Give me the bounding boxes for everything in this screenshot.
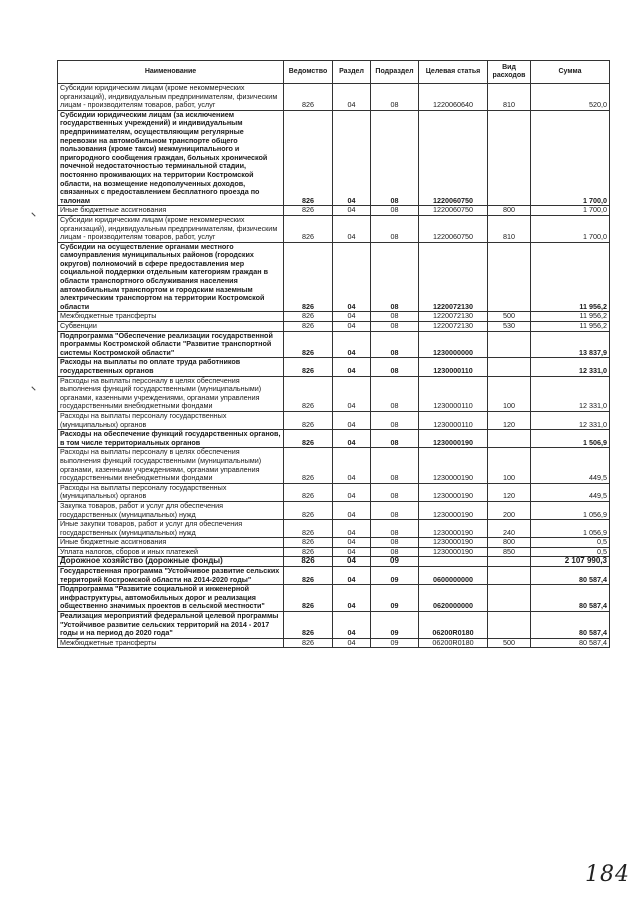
cell-expense-type: 800 [488,206,531,216]
cell-amount: 12 331,0 [531,376,610,411]
cell-name: Субсидии на осуществление органами местного самоуправления муниципальных районов (городских округов) полномочий в сфере предоставления мер социальной поддержки отдельным категориям граждан в области транспортного обслуживания населения автомобильным транспортом и городским наземным электрическим транспортом на территории Костромской области [58,242,284,312]
cell-department: 826 [284,84,333,111]
cell-department: 826 [284,312,333,322]
cell-amount: 0,5 [531,547,610,557]
table-row [58,430,610,448]
cell-name: Межбюджетные трансферты [58,638,284,648]
cell-section: 04 [333,557,371,567]
cell-amount: 12 331,0 [531,411,610,429]
cell-target: 1230000190 [419,501,488,519]
cell-section: 04 [333,312,371,322]
cell-amount: 80 587,4 [531,638,610,648]
table-row [58,206,610,216]
cell-expense-type [488,110,531,206]
cell-subsection: 08 [371,430,419,448]
cell-section: 04 [333,538,371,548]
cell-section: 04 [333,411,371,429]
cell-department: 826 [284,411,333,429]
cell-section: 04 [333,638,371,648]
header-name: Наименование [58,61,284,84]
cell-department: 826 [284,538,333,548]
cell-name: Расходы на выплаты персоналу в целях обеспечения выполнения функций государственными (муниципальными) органами, казенными учреждениями, органами управления государственными внебюджетными фондами [58,448,284,483]
cell-name: Расходы на выплаты персоналу государственных (муниципальных) органов [58,411,284,429]
cell-name: Иные бюджетные ассигнования [58,206,284,216]
cell-name: Иные бюджетные ассигнования [58,538,284,548]
cell-amount: 449,5 [531,448,610,483]
cell-name: Субвенции [58,322,284,332]
cell-section: 04 [333,483,371,501]
cell-subsection: 08 [371,358,419,376]
cell-department: 826 [284,520,333,538]
cell-target: 1230000000 [419,331,488,358]
cell-expense-type [488,612,531,639]
table-body [58,84,610,648]
table-row [58,448,610,483]
table-row [58,331,610,358]
table-row [58,322,610,332]
cell-expense-type: 120 [488,411,531,429]
cell-expense-type: 800 [488,538,531,548]
cell-amount: 0,5 [531,538,610,548]
cell-department: 826 [284,430,333,448]
cell-section: 04 [333,331,371,358]
table-row [58,547,610,557]
cell-section: 04 [333,376,371,411]
cell-expense-type: 100 [488,448,531,483]
cell-section: 04 [333,520,371,538]
cell-expense-type: 810 [488,84,531,111]
cell-department: 826 [284,567,333,585]
table-row [58,110,610,206]
table-row [58,638,610,648]
cell-department: 826 [284,206,333,216]
cell-expense-type: 500 [488,312,531,322]
table-row [58,215,610,242]
cell-expense-type: 240 [488,520,531,538]
cell-expense-type: 120 [488,483,531,501]
table-row [58,242,610,312]
cell-amount: 520,0 [531,84,610,111]
cell-department: 826 [284,448,333,483]
table-row [58,501,610,519]
cell-subsection: 08 [371,84,419,111]
cell-target: 1230000190 [419,520,488,538]
table-row [58,411,610,429]
cell-expense-type [488,557,531,567]
cell-subsection: 08 [371,448,419,483]
cell-name: Иные закупки товаров, работ и услуг для обеспечения государственных (муниципальных) нужд [58,520,284,538]
table-row [58,312,610,322]
cell-amount: 1 700,0 [531,215,610,242]
table-row [58,567,610,585]
cell-expense-type [488,242,531,312]
cell-department: 826 [284,242,333,312]
header-subsection: Подраздел [371,61,419,84]
cell-subsection: 09 [371,638,419,648]
cell-target: 1220060750 [419,110,488,206]
cell-subsection: 08 [371,206,419,216]
table-header-row [58,61,610,84]
table-row [58,612,610,639]
cell-amount: 1 700,0 [531,206,610,216]
cell-subsection: 08 [371,110,419,206]
cell-target: 1230000110 [419,411,488,429]
table-row [58,84,610,111]
cell-subsection: 09 [371,567,419,585]
cell-amount: 11 956,2 [531,242,610,312]
cell-name: Дорожное хозяйство (дорожные фонды) [58,557,284,567]
cell-amount: 1 506,9 [531,430,610,448]
cell-target: 1230000190 [419,430,488,448]
cell-target: 0600000000 [419,567,488,585]
cell-section: 04 [333,448,371,483]
cell-amount: 2 107 990,3 [531,557,610,567]
header-expense-type: Вид расходов [488,61,531,84]
cell-subsection: 08 [371,312,419,322]
cell-department: 826 [284,547,333,557]
scan-mark [31,386,35,390]
cell-department: 826 [284,585,333,612]
cell-subsection: 08 [371,547,419,557]
header-section: Раздел [333,61,371,84]
cell-target: 1230000190 [419,448,488,483]
cell-name: Закупка товаров, работ и услуг для обеспечения государственных (муниципальных) нужд [58,501,284,519]
cell-name: Реализация мероприятий федеральной целевой программы "Устойчивое развитие сельских территорий на 2014 - 2017 годы и на период до 2020 года" [58,612,284,639]
cell-section: 04 [333,84,371,111]
cell-department: 826 [284,331,333,358]
cell-target: 1220060640 [419,84,488,111]
cell-section: 04 [333,501,371,519]
cell-section: 04 [333,430,371,448]
cell-department: 826 [284,501,333,519]
cell-expense-type: 100 [488,376,531,411]
cell-amount: 13 837,9 [531,331,610,358]
cell-amount: 11 956,2 [531,322,610,332]
cell-section: 04 [333,547,371,557]
cell-subsection: 08 [371,215,419,242]
table-row [58,538,610,548]
cell-department: 826 [284,215,333,242]
cell-target: 1230000110 [419,358,488,376]
header-department: Ведомство [284,61,333,84]
cell-name: Расходы на обеспечение функций государственных органов, в том числе территориальных органов [58,430,284,448]
cell-section: 04 [333,322,371,332]
cell-department: 826 [284,110,333,206]
cell-name: Расходы на выплаты по оплате труда работников государственных органов [58,358,284,376]
cell-name: Расходы на выплаты персоналу государственных (муниципальных) органов [58,483,284,501]
table-row [58,585,610,612]
table-row [58,376,610,411]
cell-amount: 1 700,0 [531,110,610,206]
cell-amount: 1 056,9 [531,501,610,519]
cell-name: Субсидии юридическим лицам (кроме некоммерческих организаций), индивидуальным предпринимателям, физическим лицам - производителям товаров, работ, услуг [58,215,284,242]
cell-name: Субсидии юридическим лицам (кроме некоммерческих организаций), индивидуальным предпринимателям, физическим лицам - производителям товаров, работ, услуг [58,84,284,111]
cell-department: 826 [284,612,333,639]
cell-name: Государственная программа "Устойчивое развитие сельских территорий Костромской области на 2014-2020 годы" [58,567,284,585]
cell-name: Межбюджетные трансферты [58,312,284,322]
cell-subsection: 08 [371,538,419,548]
cell-subsection: 08 [371,322,419,332]
cell-expense-type [488,430,531,448]
cell-department: 826 [284,483,333,501]
table-row [58,483,610,501]
cell-target: 1230000190 [419,483,488,501]
header-amount: Сумма [531,61,610,84]
cell-amount: 80 587,4 [531,567,610,585]
cell-subsection: 08 [371,242,419,312]
cell-amount: 11 956,2 [531,312,610,322]
cell-expense-type: 200 [488,501,531,519]
cell-amount: 80 587,4 [531,612,610,639]
cell-target [419,557,488,567]
cell-section: 04 [333,215,371,242]
cell-target: 1220072130 [419,312,488,322]
cell-subsection: 08 [371,501,419,519]
cell-target: 0620000000 [419,585,488,612]
cell-subsection: 08 [371,376,419,411]
cell-subsection: 09 [371,612,419,639]
cell-expense-type [488,358,531,376]
cell-target: 06200R0180 [419,638,488,648]
page-number: 184 [585,862,630,887]
cell-amount: 80 587,4 [531,585,610,612]
cell-department: 826 [284,638,333,648]
cell-department: 826 [284,557,333,567]
cell-expense-type [488,585,531,612]
cell-target: 1230000110 [419,376,488,411]
cell-expense-type [488,567,531,585]
cell-section: 04 [333,358,371,376]
cell-name: Уплата налогов, сборов и иных платежей [58,547,284,557]
cell-target: 1220060750 [419,215,488,242]
cell-expense-type: 530 [488,322,531,332]
cell-department: 826 [284,358,333,376]
cell-name: Субсидии юридическим лицам (за исключением государственных учреждений) и индивидуальным предпринимателям, осуществляющим регулярные перевозки на автомобильном транспорте общего пользования (кроме такси) межмуниципального и пригородного сообщения граждан, больных хронической почечной недостаточностью терминальной стадии, постоянно проживающих на территории Костромской области, на возмещение недополученных доходов, связанных с предоставлением бесплатного проезда по талонам [58,110,284,206]
cell-name: Подпрограмма "Развитие социальной и инженерной инфраструктуры, автомобильных дорог и реализация общественно значимых проектов в сельской местности" [58,585,284,612]
cell-target: 1230000190 [419,547,488,557]
budget-table [57,60,610,648]
cell-target: 06200R0180 [419,612,488,639]
cell-amount: 12 331,0 [531,358,610,376]
cell-name: Подпрограмма "Обеспечение реализации государственной программы Костромской области "Развитие транспортной системы Костромской области" [58,331,284,358]
cell-section: 04 [333,206,371,216]
cell-expense-type [488,331,531,358]
cell-subsection: 08 [371,520,419,538]
cell-department: 826 [284,322,333,332]
cell-target: 1220072130 [419,322,488,332]
cell-target: 1220072130 [419,242,488,312]
cell-expense-type: 810 [488,215,531,242]
cell-amount: 1 056,9 [531,520,610,538]
cell-target: 1220060750 [419,206,488,216]
cell-section: 04 [333,585,371,612]
table-row [58,358,610,376]
cell-subsection: 08 [371,331,419,358]
cell-department: 826 [284,376,333,411]
table-row [58,520,610,538]
cell-section: 04 [333,110,371,206]
cell-target: 1230000190 [419,538,488,548]
cell-subsection: 09 [371,557,419,567]
scan-mark [31,212,35,216]
cell-amount: 449,5 [531,483,610,501]
cell-expense-type: 500 [488,638,531,648]
cell-subsection: 08 [371,411,419,429]
cell-name: Расходы на выплаты персоналу в целях обеспечения выполнения функций государственными (муниципальными) органами, казенными учреждениями, органами управления государственными внебюджетными фондами [58,376,284,411]
cell-section: 04 [333,567,371,585]
header-target: Целевая статья [419,61,488,84]
cell-section: 04 [333,612,371,639]
cell-section: 04 [333,242,371,312]
cell-subsection: 08 [371,483,419,501]
table-row [58,557,610,567]
cell-expense-type: 850 [488,547,531,557]
cell-subsection: 09 [371,585,419,612]
